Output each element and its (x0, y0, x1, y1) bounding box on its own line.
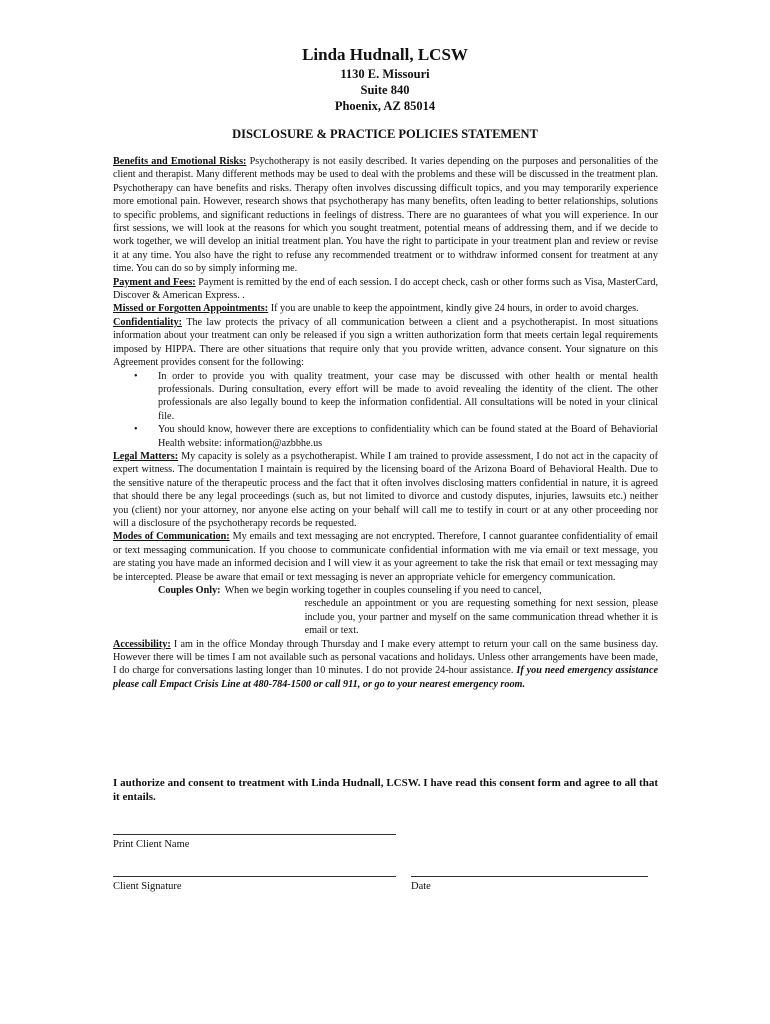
document-body (113, 155, 658, 691)
section-text: I am in the office Monday through Thursday and I make every attempt to return your call on the same business day. However there will be times I am not available such as personal vacations and holidays. Unless other arrangements have been made, I do charge for conversations lasting longer than 10 minutes. I do not provide 24-hour assistance. (113, 638, 658, 677)
section-text: My capacity is solely as a psychotherapist. While I am trained to provide assessment, I do not act in the capacity of expert witness. The documentation I maintain is required by the licensing board of the Arizona Board of Behavioral Health. Due to the sensitive nature of the therapeutic process and the fact that it often involves disclosing matters confidential in nature, it is agreed that should there be any legal proceedings (such as, but not limited to divorce and custody disputes, injuries, lawsuits etc.) neither you (client) nor your attorney, nor anyone else acting on your behalf will call me to testify in court or at any other proceeding nor will a disclosure of the psychotherapy records be requested. (113, 450, 659, 529)
print-name-label: Print Client Name (113, 839, 190, 850)
section-legal (113, 450, 658, 530)
bullet-icon: • (134, 370, 138, 382)
confidentiality-list (113, 370, 658, 450)
section-couples (158, 584, 658, 638)
couples-first-line: When we begin working together in couples counseling if you need to cancel, (224, 585, 542, 596)
date-label: Date (411, 881, 431, 892)
list-item (134, 423, 658, 450)
bullet-icon: • (134, 424, 138, 436)
section-text: Psychotherapy is not easily described. It varies depending on the purposes and personalities of the client and therapist. Many different methods may be used to deal with the problems and these will be discussed in the treatment plan. Psychotherapy can have benefits and risks. Therapy often involves discussing difficult topics, and you may temporarily experience more emotional pain. However, research shows that psychotherapy has many benefits, often leading to better relationships, solutions to specific problems, and significant reductions in feelings of distress. There are no guarantees of what you will experience. In our first sessions, we will look at the reasons for which you sought treatment, potential means of addressing them, and if we decide to work together, we will develop an initial treatment plan. You have the right to participate in your treatment plan and review or revise it at any time. You also have the right to refuse any recommended treatment or to withdraw informed consent for treatment at any time. You can do so by simply informing me. (113, 156, 658, 275)
couples-continuation: reschedule an appointment or you are requesting something for next session, please include you, your partner and myself on the same communication thread whether it is email or text. (304, 598, 658, 637)
section-label: Couples Only: (158, 585, 221, 596)
section-text: The law protects the privacy of all communication between a client and a psychotherapist. In most situations information about your treatment can only be released if you sign a written authorization form that meets certain legal requirements imposed by HIPPA. There are other situations that require only that you provide written, advance consent. Your signature on this Agreement provides consent for the following: (113, 316, 658, 369)
section-missed-appointments (113, 302, 658, 315)
couples-text (225, 584, 658, 638)
address-city: Phoenix, AZ 85014 (334, 99, 436, 113)
section-confidentiality (113, 316, 658, 370)
list-item-text: In order to provide you with quality treatment, your case may be discussed with other health or mental health professionals. During consultation, every effort will be made to avoid revealing the identity of the client. The other professionals are also legally bound to keep the information confidential. All consultations will be noted in your clinical file. (158, 370, 658, 422)
letterhead (0, 44, 770, 114)
section-text: My emails and text messaging are not encrypted. Therefore, I cannot guarantee confidentiality of email or text messaging communication. If you choose to communicate confidential information with me via email or text message, you are stating you have made an informed decision and I will view it as your agreement to take the risk that email or text messaging may be intercepted. Please be aware that email or text messaging is never an appropriate vehicle for emergency communication. (113, 531, 658, 583)
print-name-line[interactable] (113, 834, 396, 835)
signature-line[interactable] (113, 876, 396, 877)
section-label: Accessibility: (113, 638, 171, 650)
section-label: Legal Matters: (113, 450, 179, 462)
section-label: Payment and Fees: (113, 276, 196, 288)
section-accessibility (113, 638, 658, 692)
section-label: Missed or Forgotten Appointments: (113, 303, 269, 315)
section-payment (113, 276, 658, 303)
consent-statement: I authorize and consent to treatment with Linda Hudnall, LCSW. I have read this consent form and agree to all that it entails. (113, 777, 658, 803)
section-label: Confidentiality: (113, 316, 183, 328)
date-line[interactable] (411, 876, 648, 877)
section-benefits (113, 155, 658, 276)
section-communication (113, 530, 658, 584)
list-item-text: You should know, however there are exceptions to confidentiality which can be found stated at the Board of Behaviorial Health website: information@azbbhe.us (158, 424, 658, 449)
list-item (134, 370, 658, 424)
address-line-1: 1130 E. Missouri (340, 67, 430, 81)
practitioner-name: Linda Hudnall, LCSW (302, 45, 468, 64)
emergency-notice: If you need emergency assistance please call Empact Crisis Line at 480-784-1500 or call 911, or go to your nearest emergency room. (113, 665, 658, 690)
section-text: If you are unable to keep the appointment, kindly give 24 hours, in order to avoid charges. (268, 303, 639, 315)
section-text: Payment is remitted by the end of each session. I do accept check, cash or other forms such as Visa, MasterCard, Discover & American Express. . (113, 276, 659, 302)
document-title: DISCLOSURE & PRACTICE POLICIES STATEMENT (232, 127, 538, 141)
section-label: Modes of Communication: (113, 531, 230, 543)
section-label: Benefits and Emotional Risks: (113, 156, 247, 167)
address-line-2: Suite 840 (360, 83, 410, 97)
signature-label: Client Signature (113, 881, 182, 892)
